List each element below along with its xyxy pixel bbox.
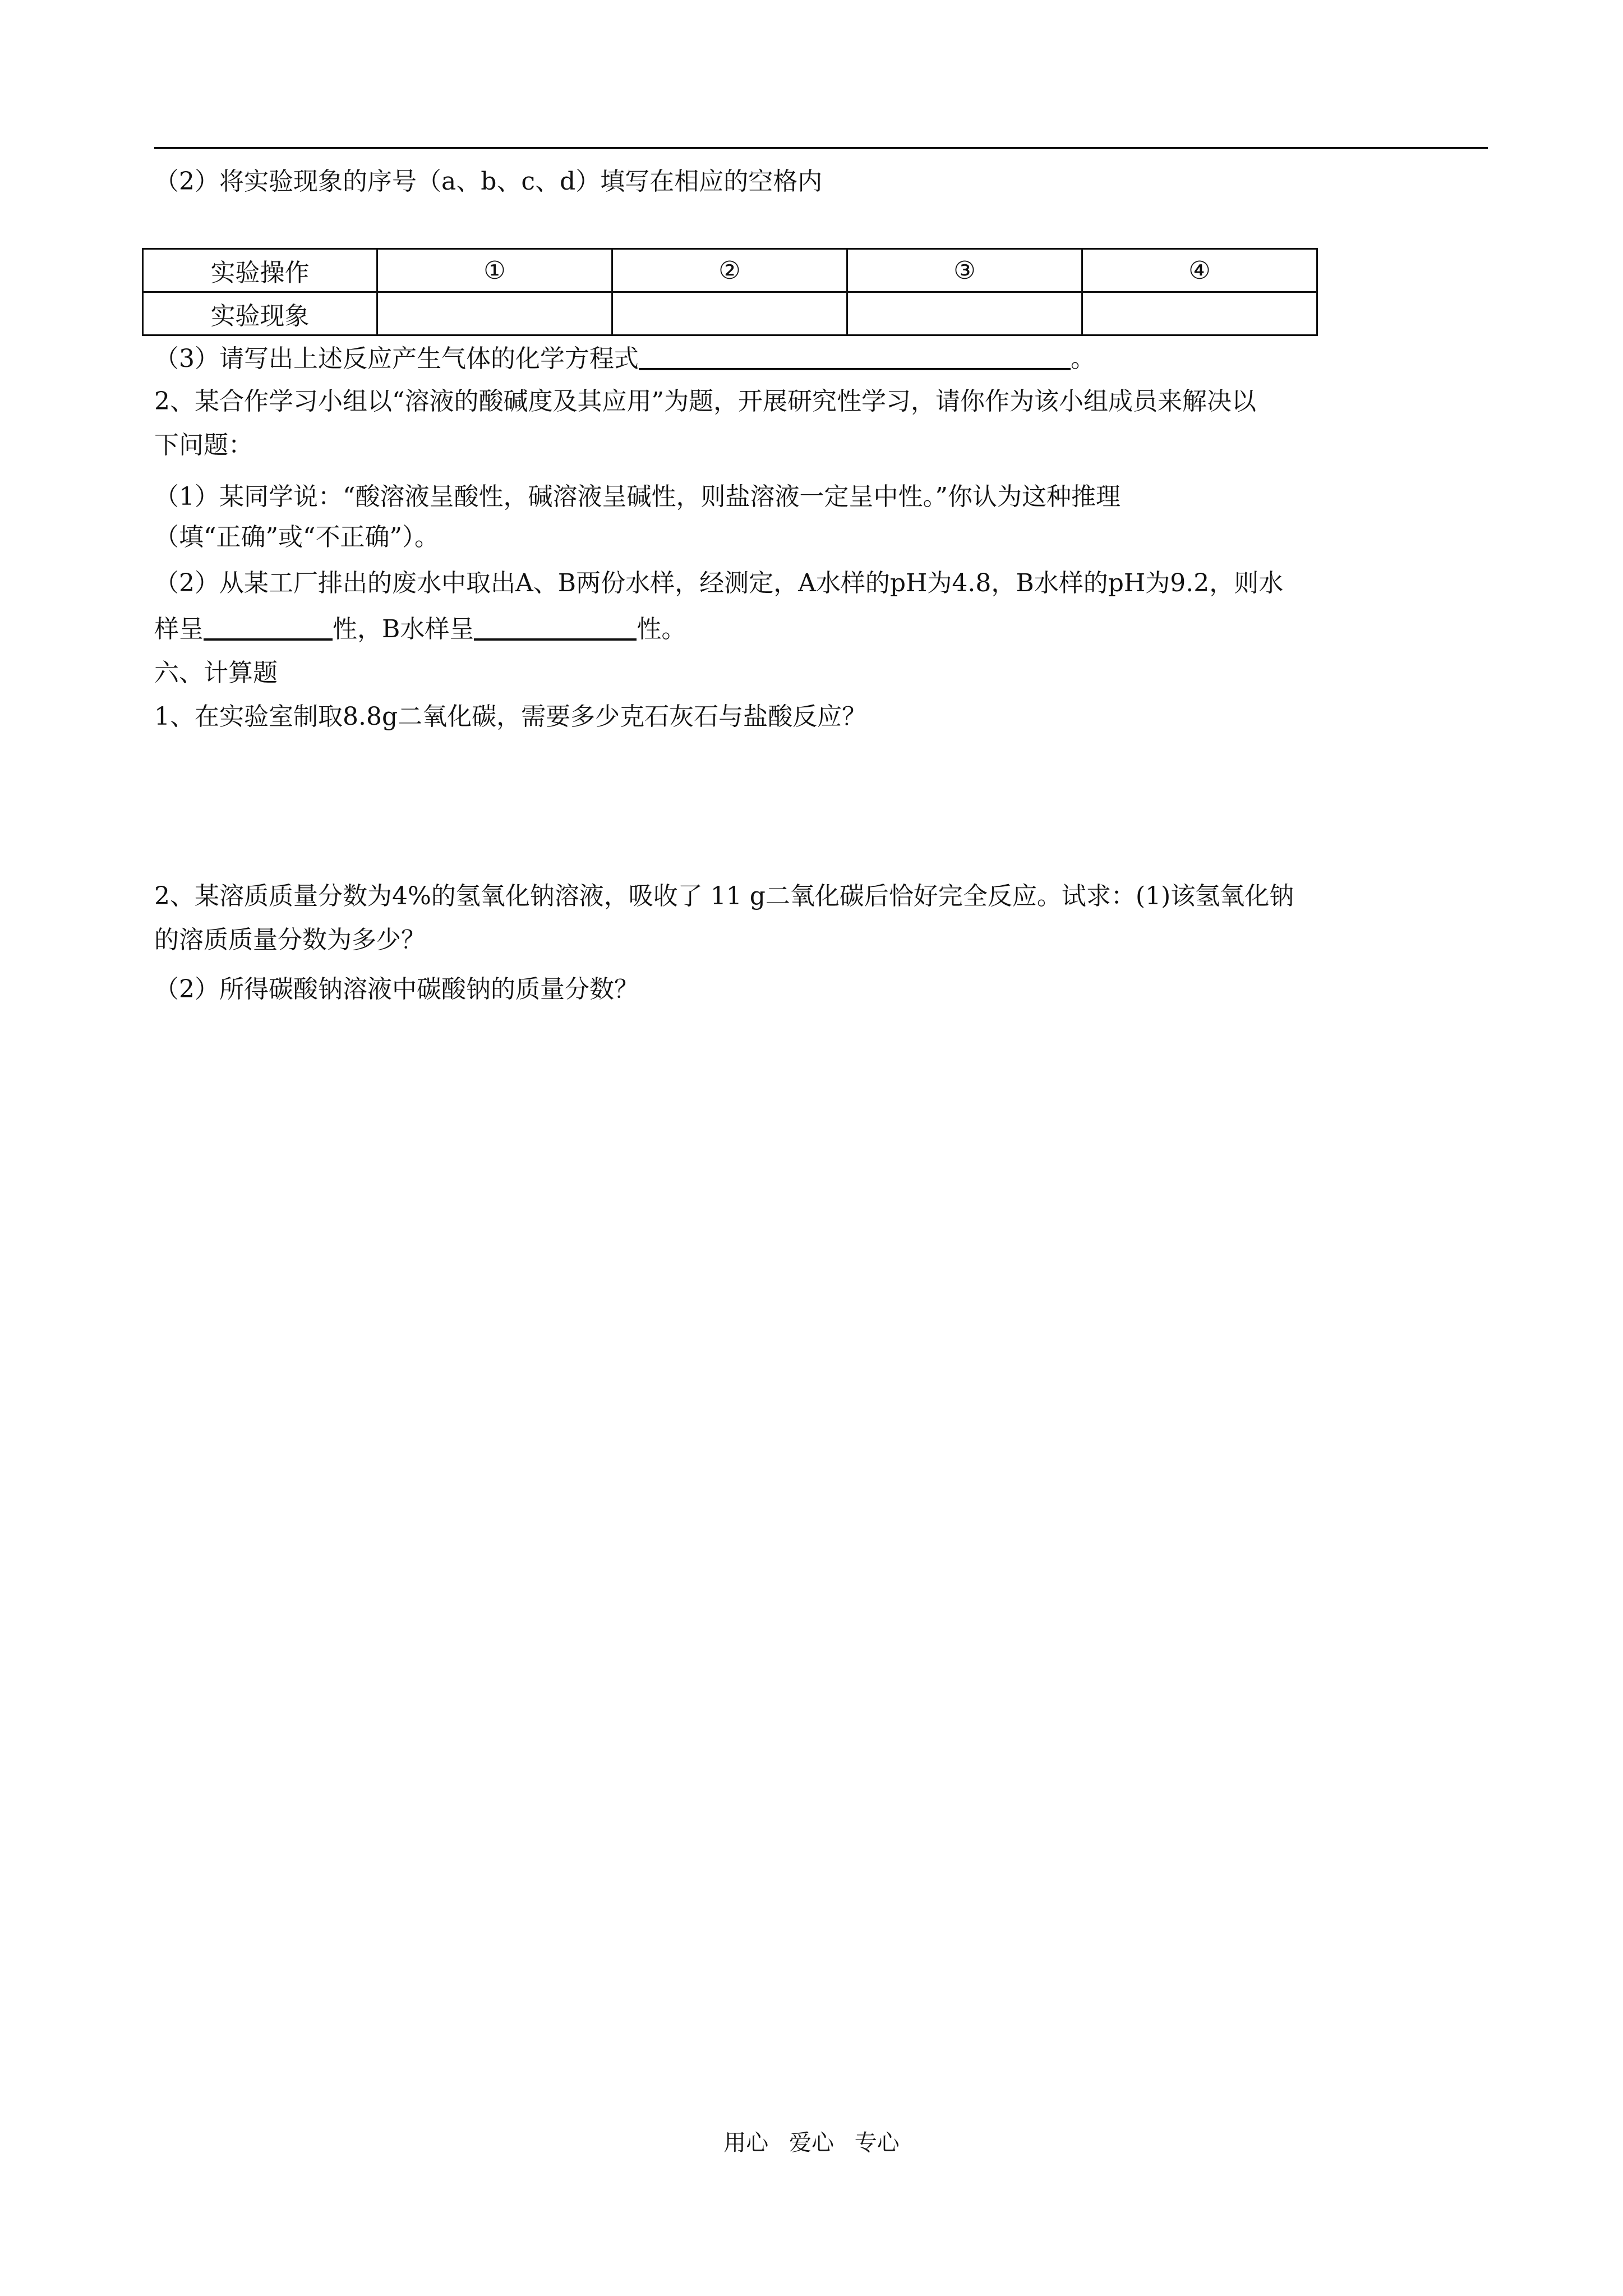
calc2-line2: 的溶质质量分数为多少？ [154, 926, 426, 954]
q2-instruction: （2）将实验现象的序号（a、b、c、d）填写在相应的空格内 [154, 167, 823, 196]
table-cell-phenomenon-4[interactable] [1082, 292, 1317, 335]
p2-q2-line2 [154, 614, 686, 645]
table-cell-phenomenon-3[interactable] [847, 292, 1082, 335]
q3-end: 。 [1071, 344, 1095, 373]
experiment-table [142, 248, 1318, 336]
table-row-phenomena [143, 292, 1317, 335]
q3-line [154, 343, 1095, 375]
calc2-line1: 2、某溶质质量分数为4%的氢氧化钠溶液，吸收了 11 g二氧化碳后恰好完全反应。试求：(1)该氢氧化钠 [154, 882, 1294, 910]
b-sample-answer-blank[interactable] [474, 614, 637, 641]
p2-q1-line1: （1）某同学说：“酸溶液呈酸性，碱溶液呈碱性，则盐溶液一定呈中性。”你认为这种推理 [154, 482, 1121, 511]
p2-q2-text-b: 性，B水样呈 [333, 615, 474, 643]
calc2-line3: （2）所得碳酸钠溶液中碳酸钠的质量分数？ [154, 975, 639, 1004]
table-cell-op-2: ② [612, 249, 847, 292]
table-cell-op-3: ③ [847, 249, 1082, 292]
header-rule [154, 147, 1488, 149]
p2-q2-line1: （2）从某工厂排出的废水中取出A、B两份水样，经测定，A水样的pH为4.8，B水样的pH为9.2，则水 [154, 569, 1284, 597]
calc1: 1、在实验室制取8.8g二氧化碳，需要多少克石灰石与盐酸反应？ [154, 702, 867, 731]
p2-line1: 2、某合作学习小组以“溶液的酸碱度及其应用”为题，开展研究性学习，请你作为该小组成员来解决以 [154, 387, 1256, 416]
p2-q2-text-c: 性。 [637, 615, 686, 643]
a-sample-answer-blank[interactable] [204, 614, 333, 641]
table-cell-op-1: ① [377, 249, 612, 292]
page-footer: 用心 爱心 专心 [723, 2130, 900, 2156]
q3-text: （3）请写出上述反应产生气体的化学方程式 [154, 344, 639, 373]
table-row-operations [143, 249, 1317, 292]
p2-q2-text-a: 样呈 [154, 615, 204, 643]
table-cell-phenomenon-1[interactable] [377, 292, 612, 335]
table-cell-phenomenon-2[interactable] [612, 292, 847, 335]
p2-line2: 下问题： [154, 431, 253, 459]
table-cell-op-4: ④ [1082, 249, 1317, 292]
q3-answer-blank[interactable] [639, 343, 1071, 370]
section6-title: 六、计算题 [154, 659, 278, 687]
p2-q1-line2: （填“正确”或“不正确”）。 [154, 523, 439, 551]
table-header-phenomenon: 实验现象 [143, 292, 377, 335]
table-header-operation: 实验操作 [143, 249, 377, 292]
